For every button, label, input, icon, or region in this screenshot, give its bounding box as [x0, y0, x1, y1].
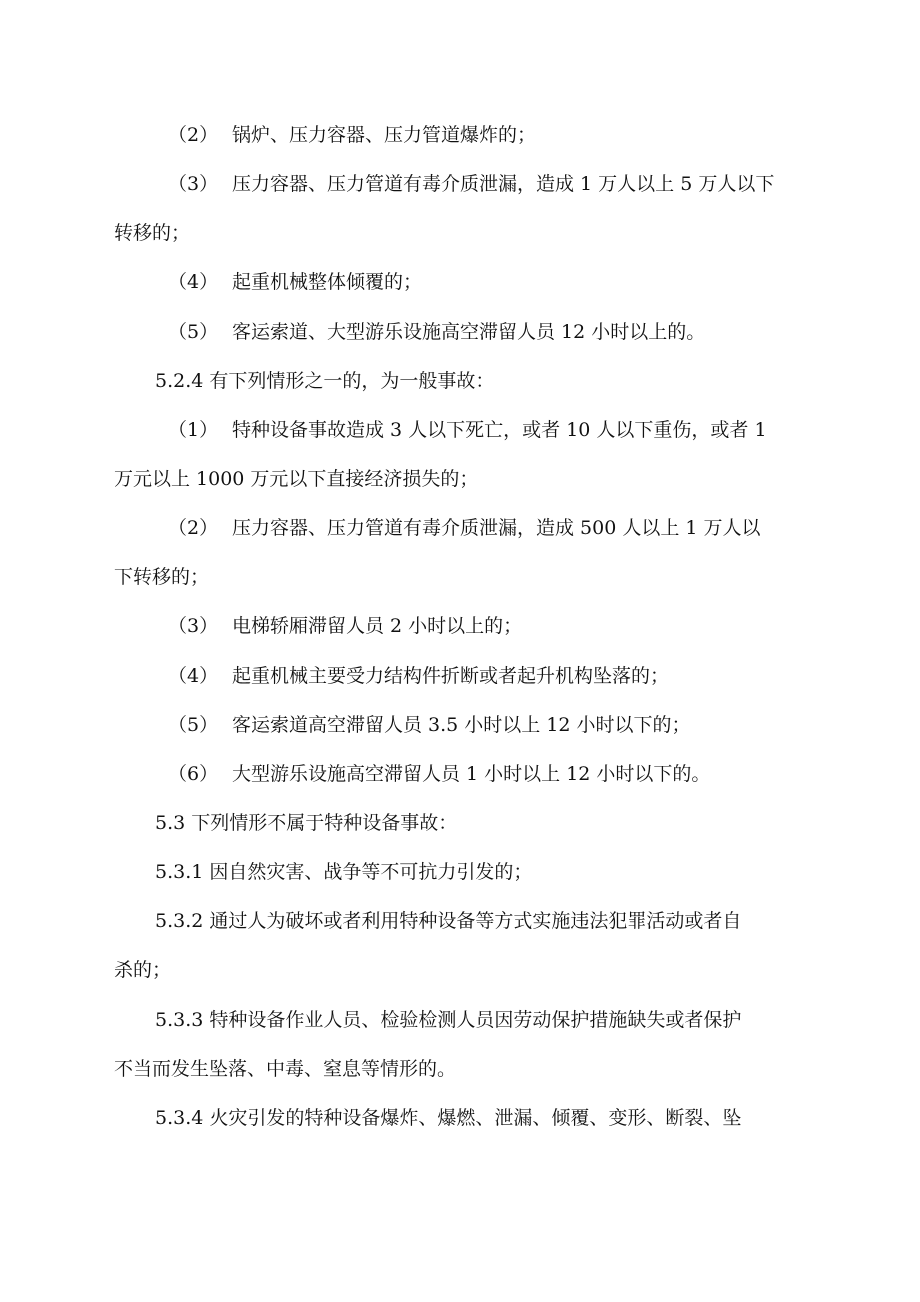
- continuation-text: 下转移的；: [114, 566, 210, 588]
- list-marker: （1）: [168, 419, 219, 441]
- section-heading: [0, 358, 920, 404]
- continuation-text: 万元以上 1000 万元以下直接经济损失的；: [114, 468, 479, 490]
- list-marker: （4）: [168, 665, 219, 687]
- list-item-text: 起重机械主要受力结构件折断或者起升机构坠落的；: [232, 665, 670, 687]
- list-marker: （3）: [168, 615, 219, 637]
- continuation-line: [0, 210, 920, 256]
- list-marker: （5）: [168, 321, 219, 343]
- list-item-text: 锅炉、压力容器、压力管道爆炸的；: [232, 124, 537, 146]
- continuation-line: [0, 1046, 920, 1092]
- list-item: [0, 259, 920, 305]
- section-heading-text: 5.2.4 有下列情形之一的，为一般事故：: [155, 370, 495, 392]
- list-item: [0, 407, 920, 453]
- list-item: [0, 702, 920, 748]
- list-item: [0, 161, 920, 207]
- section-heading: [0, 800, 920, 846]
- continuation-text: 转移的；: [114, 222, 191, 244]
- list-item: [0, 505, 920, 551]
- list-item: [0, 751, 920, 797]
- list-marker: （6）: [168, 763, 219, 785]
- list-item: [0, 603, 920, 649]
- continuation-text: 杀的；: [114, 959, 172, 981]
- list-item-text: 起重机械整体倾覆的；: [232, 271, 423, 293]
- section-heading: [0, 997, 920, 1043]
- list-marker: （3）: [168, 173, 219, 195]
- list-item-text: 大型游乐设施高空滞留人员 1 小时以上 12 小时以下的。: [232, 763, 711, 785]
- continuation-text: 不当而发生坠落、中毒、窒息等情形的。: [114, 1058, 457, 1080]
- section-heading: [0, 1095, 920, 1141]
- list-marker: （2）: [168, 517, 219, 539]
- list-item: [0, 653, 920, 699]
- section-heading-text: 5.3 下列情形不属于特种设备事故：: [155, 812, 458, 834]
- list-marker: （4）: [168, 271, 219, 293]
- list-item-text: 电梯轿厢滞留人员 2 小时以上的；: [232, 615, 523, 637]
- continuation-line: [0, 554, 920, 600]
- list-item-text: 特种设备事故造成 3 人以下死亡，或者 10 人以下重伤，或者 1: [232, 419, 767, 441]
- continuation-line: [0, 947, 920, 993]
- section-heading: [0, 898, 920, 944]
- list-item-text: 客运索道高空滞留人员 3.5 小时以上 12 小时以下的；: [232, 714, 691, 736]
- list-item-text: 压力容器、压力管道有毒介质泄漏，造成 1 万人以上 5 万人以下: [232, 173, 775, 195]
- list-item-text: 客运索道、大型游乐设施高空滞留人员 12 小时以上的。: [232, 321, 706, 343]
- list-marker: （2）: [168, 124, 219, 146]
- list-item-text: 压力容器、压力管道有毒介质泄漏，造成 500 人以上 1 万人以: [232, 517, 761, 539]
- list-marker: （5）: [168, 714, 219, 736]
- section-heading: [0, 849, 920, 895]
- continuation-line: [0, 456, 920, 502]
- section-heading-text: 5.3.3 特种设备作业人员、检验检测人员因劳动保护措施缺失或者保护: [155, 1009, 742, 1031]
- section-heading-text: 5.3.1 因自然灾害、战争等不可抗力引发的；: [155, 861, 533, 883]
- list-item: [0, 309, 920, 355]
- section-heading-text: 5.3.2 通过人为破坏或者利用特种设备等方式实施违法犯罪活动或者自: [155, 910, 742, 932]
- list-item: [0, 112, 920, 158]
- section-heading-text: 5.3.4 火灾引发的特种设备爆炸、爆燃、泄漏、倾覆、变形、断裂、坠: [155, 1107, 742, 1129]
